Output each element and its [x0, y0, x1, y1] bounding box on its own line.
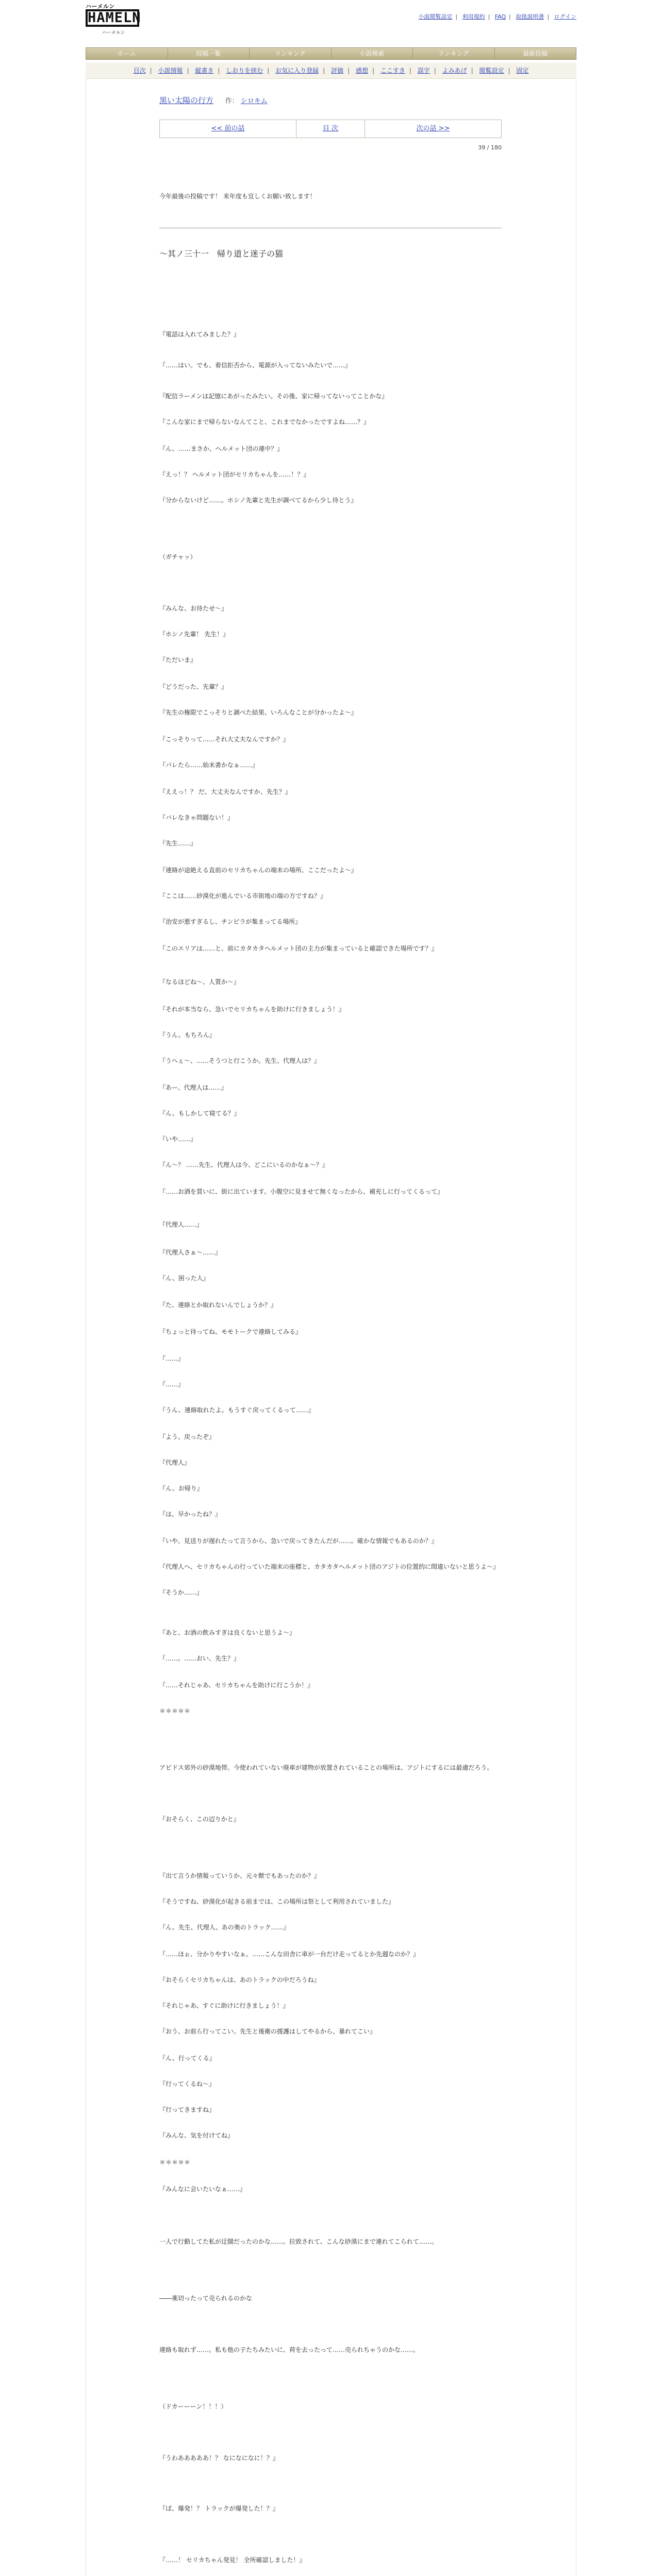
body-paragraph: （ガチャッ）: [159, 553, 196, 561]
top-links: 小説閲覧設定 | 利用規約 | FAQ | 取扱説明書 | ログイン: [418, 13, 576, 20]
sub-nav-toc[interactable]: 目次: [133, 67, 146, 74]
author-link[interactable]: シロキム: [240, 97, 268, 105]
body-paragraph: 『みんな、お待たせ〜』: [159, 605, 228, 612]
top-link-reading-settings[interactable]: 小説閲覧設定: [418, 13, 453, 20]
body-paragraph: 『連絡が途絶える直前のセリカちゃんの端末の場所、ここだったよ〜』: [159, 867, 357, 874]
body-paragraph: 『ん、困った人』: [159, 1275, 209, 1282]
body-paragraph: 『……それじゃあ、セリカちゃんを助けに行こうか！』: [159, 1682, 314, 1689]
sub-nav-favorite[interactable]: お気に入り登録: [275, 67, 319, 74]
sub-nav-comment[interactable]: 感想: [355, 67, 368, 74]
top-link-login[interactable]: ログイン: [554, 13, 576, 20]
body-paragraph: 『うん、連絡取れたよ。もうすぐ戻ってくるって……』: [159, 1406, 315, 1414]
body-paragraph: 『……』: [159, 1355, 185, 1362]
body-paragraph: 『行ってくるね〜』: [159, 2080, 216, 2088]
sub-nav-info[interactable]: 小説情報: [158, 67, 183, 74]
body-paragraph: 『おそらくセリカちゃんは、あのトラックの中だろうね』: [159, 1976, 320, 1984]
body-paragraph: 『バレなきゃ問題ない！』: [159, 814, 234, 821]
body-paragraph: 『えっ！？ ヘルメット団がセリカちゃんを……！？』: [159, 471, 310, 478]
body-paragraph: 『ん、……まさか、ヘルメット団の連中？』: [159, 445, 284, 452]
body-paragraph: 『ここは……砂漠化が進んでいる市街地の端の方ですね？』: [159, 892, 327, 900]
body-paragraph: 『ん、お帰り』: [159, 1485, 203, 1492]
body-paragraph: 『電話は入れてみました？』: [159, 331, 240, 338]
preface: 今年最後の投稿です！ 来年度も宜しくお願い致します！: [159, 193, 316, 200]
body-paragraph: 『行ってきますね』: [159, 2106, 216, 2113]
body-paragraph: ――薬切ったって売られるのかな: [159, 2295, 253, 2302]
sub-nav-view-settings[interactable]: 閲覧設定: [479, 67, 504, 74]
body-paragraph: 『分からないけど……。ホシノ先輩と先生が調べてるから少し待とう』: [159, 497, 357, 504]
prev-chapter-link[interactable]: << 前の話: [211, 125, 245, 132]
body-paragraph: 『いや、見送りが遅れたって言うから、急いで戻ってきたんだが……。確かな情報でもあるのか？』: [159, 1537, 438, 1545]
body-paragraph: 一人で行動してた私が迂闊だったのかな……。拉致されて、こんな砂漠にまで連れてこられて……。: [159, 2238, 438, 2245]
body-paragraph: 『代理人……』: [159, 1221, 203, 1228]
page-indicator: 39 / 180: [478, 144, 502, 151]
body-paragraph: 『ん、先生、代理人、あの奥のトラック……』: [159, 1924, 290, 1931]
body-paragraph: 『そうですね、砂漠化が起きる前までは、この場所は祭として利用されていました』: [159, 1898, 395, 1905]
body-paragraph: ＊＊＊＊＊: [159, 1707, 191, 1715]
body-paragraph: 『あと、お酒の飲みすぎは良くないと思うよ〜』: [159, 1629, 296, 1636]
body-paragraph: 『うん。もちろん』: [159, 1031, 216, 1039]
body-paragraph: 『……』: [159, 1381, 185, 1388]
main-nav-search[interactable]: 小説検索: [332, 48, 413, 59]
next-chapter-cell: [365, 120, 501, 138]
body-paragraph: 『それじゃあ、すぐに助けに行きましょう！』: [159, 2002, 289, 2009]
sub-nav-tts[interactable]: よみあげ: [442, 67, 467, 74]
body-paragraph: 『このエリアは……と、前にカタカタヘルメット団の主力が集まっていると確認できた場所です？』: [159, 945, 438, 952]
body-paragraph: 『……。……おい、先生？』: [159, 1655, 240, 1662]
body-paragraph: 『代理人』: [159, 1459, 191, 1466]
body-paragraph: 『先生の権限でこっそりと調べた結果、いろんなことが分かったよ〜』: [159, 709, 357, 716]
sub-nav-vertical[interactable]: 縦書き: [195, 67, 214, 74]
main-nav-home[interactable]: ホーム: [86, 48, 168, 59]
chapter-title: 〜其ノ三十一 帰り道と迷子の猫: [159, 249, 284, 259]
body-paragraph: 『こっそりって……それ大丈夫なんですか？』: [159, 736, 289, 743]
novel-title-link[interactable]: 黒い太陽の行方: [159, 96, 214, 105]
novel-main: [86, 78, 576, 2576]
body-paragraph: 『よう、戻ったぞ』: [159, 1433, 216, 1440]
body-paragraph: 『どうだった、先輩？』: [159, 683, 228, 690]
sub-nav-typo[interactable]: 誤字: [417, 67, 430, 74]
body-paragraph: 『ただいま』: [159, 656, 197, 664]
body-paragraph: 『治安が悪すぎるし、チンピラが集まってる場所』: [159, 918, 302, 925]
sub-nav-rate[interactable]: 評価: [331, 67, 344, 74]
body-paragraph: 『ええっ！？ だ、大丈夫なんですか、先生？』: [159, 788, 291, 795]
prev-chapter-cell: [160, 120, 296, 138]
body-paragraph: （ドカーーーン！！！）: [159, 2403, 227, 2410]
body-paragraph: 『代理人へ、セリカちゃんの行っていた端末の座標と、カタカタヘルメット団のアジトの位置的に間違いないと思うよ〜』: [159, 1563, 500, 1570]
body-paragraph: 『みんな、気を付けてね』: [159, 2132, 234, 2139]
logo-mark: HAMELN: [86, 9, 139, 27]
body-paragraph: 『うへぇ〜、……そうつと行こうか。先生、代理人は？』: [159, 1057, 321, 1064]
body-paragraph: 『それが本当なら、急いでセリカちゃんを助けに行きましょう！』: [159, 1006, 345, 1013]
body-paragraph: 『ん〜？ ……先生、代理人は今、どこにいるのかなぁ〜？』: [159, 1161, 328, 1168]
body-paragraph: 『うわあああああ！？ なになになに！？』: [159, 2454, 279, 2462]
main-nav: [86, 47, 576, 60]
body-paragraph: 『ん、行ってくる』: [159, 2055, 216, 2062]
body-paragraph: 『代理人さぁ〜……』: [159, 1249, 222, 1256]
top-link-terms[interactable]: 利用規約: [462, 13, 485, 20]
novel-header: [159, 95, 268, 106]
sub-nav-pin[interactable]: 固定: [516, 67, 529, 74]
site-logo[interactable]: [86, 2, 139, 36]
toc-cell: [296, 120, 365, 138]
body-paragraph: 『……！ セリカちゃん発見！ 全所確認しました！』: [159, 2556, 306, 2564]
main-nav-ranking-2[interactable]: ランキング: [413, 48, 495, 59]
next-chapter-link[interactable]: 次の話 >>: [416, 125, 450, 132]
site-header: [86, 0, 576, 61]
body-paragraph: アビドス郊外の砂漠地帯。今使われていない廃車が建物が放置されていることの場所は、アジトにするには最適だろう。: [159, 1764, 493, 1771]
sub-nav-bookmark[interactable]: しおりを挟む: [226, 67, 263, 74]
body-paragraph: 『は、早かったね？』: [159, 1511, 222, 1518]
author-label: 作：: [225, 97, 239, 105]
body-paragraph: 『いや……』: [159, 1136, 197, 1143]
logo-tagline: ハーメルン: [86, 3, 115, 10]
body-paragraph: 連絡も取れず……。私も他の子たちみたいに、荷を去ったって……売られちゃうのかな……。: [159, 2346, 420, 2353]
body-paragraph: 『あー、代理人は……』: [159, 1084, 227, 1091]
body-paragraph: 『……はい。でも、着信拒否から、電源が入ってないみたいで……』: [159, 362, 352, 369]
novel-sub-nav: 目次 | 小説情報 | 縦書き | しおりを挟む | お気に入り登録 | 評価 | 感想 | ここすき | 誤字 | よみあげ | 閲覧設定 | 固定: [86, 63, 576, 79]
body-paragraph: 『……ほぉ、分かりやすいなぁ。……こんな田舎に車が一台だけ走ってるとか先週なのか？』: [159, 1951, 420, 1958]
chapter-nav: [159, 120, 502, 138]
toc-link[interactable]: 目 次: [322, 125, 339, 132]
main-nav-latest[interactable]: 最新投稿: [523, 50, 548, 57]
body-paragraph: 『た、連絡とか取れないんでしょうか？』: [159, 1301, 277, 1309]
main-nav-list[interactable]: 投稿一覧: [168, 48, 250, 59]
body-paragraph: 『ホシノ先輩！ 先生！』: [159, 631, 229, 638]
top-link-faq[interactable]: FAQ: [494, 13, 506, 20]
sub-nav-kokosuki[interactable]: ここすき: [380, 67, 405, 74]
main-nav-ranking[interactable]: ランキング: [250, 48, 332, 59]
body-paragraph: 『ん、もしかして寝てる？』: [159, 1110, 240, 1117]
body-paragraph: 『なるほどね〜、人質か〜』: [159, 978, 240, 986]
body-paragraph: 『……お酒を買いに、街に出ています。小腹空に見ませて無くなったから、補充しに行ってくるって』: [159, 1188, 444, 1195]
body-paragraph: 『出て言うか情報っていうか、元々獣でもあったのか？』: [159, 1872, 320, 1879]
body-paragraph: 『先生……』: [159, 840, 197, 847]
body-paragraph: 『そうか……』: [159, 1589, 203, 1596]
top-link-manual[interactable]: 取扱説明書: [516, 13, 544, 20]
logo-sub: ハーメルン: [102, 30, 125, 36]
body-paragraph: 『バレたら……始末書かなぁ……』: [159, 761, 259, 769]
body-paragraph: 『こんな家にまで帰らないなんてこと、これまでなかったですよね……？』: [159, 418, 370, 426]
body-paragraph: 『おそらく、この辺りかと』: [159, 1816, 240, 1823]
body-paragraph: 『みんなに会いたいなぁ……』: [159, 2185, 246, 2193]
body-paragraph: 『おう、お前ら行ってこい。先生と後衛の援護はしてやるから、暴れてこい』: [159, 2028, 376, 2035]
body-paragraph: ＊＊＊＊＊: [159, 2159, 191, 2166]
body-paragraph: 『ば、爆発！？ トラックが爆発した！？』: [159, 2505, 279, 2512]
body-paragraph: 『ちょっと待ってね、モモトークで連絡してみる』: [159, 1328, 302, 1335]
body-paragraph: 『配信ラーメンは記憶にあがったみたい。その後、家に帰ってないってことかな』: [159, 393, 388, 400]
